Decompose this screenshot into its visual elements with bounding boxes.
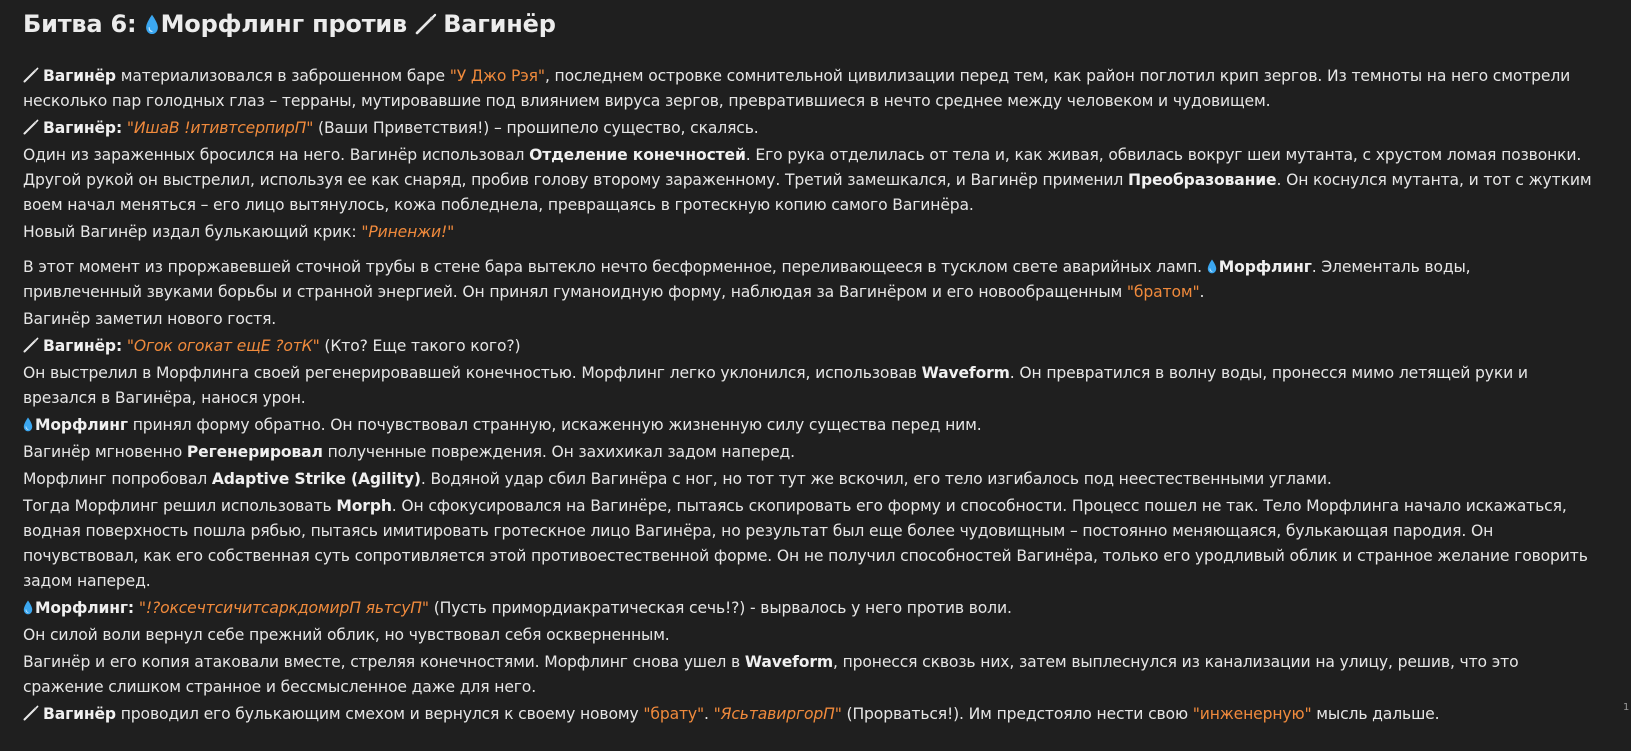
text-line: [23, 255, 1623, 280]
reversed-quote: "Риненжи!": [361, 223, 455, 241]
text-run: Морфлинг попробовал: [23, 470, 212, 488]
paragraph-waveform: [23, 361, 1623, 411]
wand-icon: [23, 705, 39, 721]
reversed-quote: "ЯсьтавиргорП": [713, 705, 842, 723]
text-run: мысль дальше.: [1311, 705, 1440, 723]
text-line: [23, 440, 1623, 465]
text-run: (Пусть примордиакратическая сечь!?) - вырвалось у него против воли.: [428, 599, 1012, 617]
text-line: [23, 334, 1623, 359]
text-line: водная поверхность пошла рябью, пытаясь имитировать гротескное лицо Вагинёра, но результат был еще более чудовищным – постоянно меняющаяся, булькающая пародия. Он: [23, 522, 1494, 540]
page-title: [23, 6, 1623, 42]
text-line: [23, 494, 1623, 519]
ability-name: Waveform: [744, 653, 833, 671]
text-line: воем начал меняться – его лицо вытянулось, кожа побледнела, превращаясь в гротескную копию самого Вагинёра.: [23, 196, 974, 214]
text-line: [23, 64, 1623, 89]
text-line: [23, 650, 1623, 675]
water-drop-icon: [23, 417, 33, 432]
paragraph-escape: [23, 650, 1623, 700]
text-run: Один из зараженных бросился на него. Вагинёр использовал: [23, 146, 530, 164]
quoted-place: "У Джо Рэя": [449, 67, 545, 85]
text-run: (Ваши Приветствия!) – прошипело существо, скалясь.: [313, 119, 759, 137]
paragraph-who: [23, 334, 1623, 359]
water-drop-icon: [1207, 259, 1217, 274]
text-line: [23, 116, 1623, 141]
text-run: Тогда Морфлинг решил использовать: [23, 497, 337, 515]
wand-icon: [23, 67, 39, 83]
edge-marker: 1: [1623, 702, 1629, 713]
speaker-name: Морфлинг:: [35, 599, 135, 617]
ability-name: Преобразование: [1128, 171, 1277, 189]
paragraph-morph: [23, 494, 1623, 594]
text-run: .: [1199, 283, 1205, 301]
text-run: (Прорваться!). Им предстояло нести свою: [841, 705, 1193, 723]
text-run: Он выстрелил в Морфлинга своей регенерировавшей конечностью. Морфлинг легко уклонился, использовав: [23, 364, 922, 382]
paragraph-reform: [23, 413, 1623, 438]
text-run: привлеченный звуками борьбы и странной энергией. Он принял гуманоидную форму, наблюдая за Вагинёром и его новообращенным: [23, 283, 1127, 301]
quoted-word: "братом": [1126, 283, 1200, 301]
text-line: [23, 413, 1623, 438]
text-run: полученные повреждения. Он захихикал задом наперед.: [322, 443, 795, 461]
text-run: Вагинёр мгновенно: [23, 443, 187, 461]
text-line: [23, 467, 1623, 492]
paragraph-arrival: [23, 64, 1623, 114]
text-line: врезался в Вагинёра, нанося урон.: [23, 389, 306, 407]
paragraph-noticed: [23, 307, 1623, 332]
ability-name: Waveform: [921, 364, 1010, 382]
text-run: .: [704, 705, 714, 723]
text-run: В этот момент из проржавевшей сточной трубы в стене бара вытекло нечто бесформенное, переливающееся в тусклом свете аварийных ламп.: [23, 258, 1207, 276]
text-run: принял форму обратно. Он почувствовал странную, искаженную жизненную силу существа перед ним.: [127, 416, 982, 434]
paragraph-regenerate: [23, 440, 1623, 465]
title-prefix: Битва 6:: [23, 10, 137, 38]
text-run: . Его рука отделилась от тела и, как живая, обвилась вокруг шеи мутанта, с хрустом ломая позвонки.: [745, 146, 1582, 164]
text-run: . Он превратился в волну воды, пронесся мимо летящей руки и: [1009, 364, 1528, 382]
paragraph-attack: [23, 143, 1623, 218]
text-run: . Элементаль воды,: [1311, 258, 1471, 276]
paragraph-ending: [23, 702, 1623, 727]
text-line: сражение слишком странное и бессмысленное даже для него.: [23, 678, 537, 696]
text-run: . Он коснулся мутанта, и тот с жутким: [1276, 171, 1592, 189]
character-name: Морфлинг: [1218, 258, 1312, 276]
text-line: почувствовал, как его собственная суть сопротивляется этой противоестественной форме. Он не получил способностей Вагинёра, только его уродливый облик и странное желание говорить: [23, 547, 1588, 565]
text-run: проводил его булькающим смехом и вернулся к своему новому: [115, 705, 644, 723]
wand-icon: [23, 119, 39, 135]
title-versus: против: [312, 10, 408, 38]
text-line: [23, 143, 1623, 168]
speaker-name: Вагинёр:: [43, 337, 123, 355]
character-name: Вагинёр: [43, 67, 116, 85]
text-run: . Он сфокусировался на Вагинёре, пытаясь скопировать его форму и способности. Процесс пошел не так. Тело Морфлинга начало искажаться,: [391, 497, 1567, 515]
text-run: Вагинёр и его копия атаковали вместе, стреляя конечностями. Морфлинг снова ушел в: [23, 653, 745, 671]
paragraph-adaptive-strike: [23, 467, 1623, 492]
text-line: [23, 702, 1623, 727]
quoted-word: "инженерную": [1192, 705, 1312, 723]
reversed-quote: "Огок огокат ещЕ ?отК": [126, 337, 320, 355]
speaker-name: Вагинёр:: [43, 119, 123, 137]
water-drop-icon: [145, 14, 159, 35]
paragraph-morphling-speech: [23, 596, 1623, 621]
text-line: несколько пар голодных глаз – терраны, мутировавшие под влиянием вируса зергов, превратившиеся в нечто среднее между человеком и чудовищем.: [23, 92, 1271, 110]
character-name: Морфлинг: [35, 416, 128, 434]
paragraph-greeting: [23, 116, 1623, 141]
ability-name: Adaptive Strike (Agility): [211, 470, 421, 488]
reversed-quote: "!?оксечтсичитсаркдомирП яьтсуП": [138, 599, 429, 617]
text-line: [23, 168, 1623, 193]
ability-name: Регенерировал: [186, 443, 323, 461]
text-line: задом наперед.: [23, 572, 151, 590]
paragraph-willpower: [23, 623, 1623, 648]
character-name: Вагинёр: [43, 705, 116, 723]
paragraph-new-copy: [23, 220, 1623, 245]
text-line: [23, 220, 1623, 245]
battle-document: [23, 6, 1623, 729]
wand-icon: [23, 337, 39, 353]
text-run: Новый Вагинёр издал булькающий крик:: [23, 223, 362, 241]
text-line: Вагинёр заметил нового гостя.: [23, 310, 277, 328]
text-line: [23, 361, 1623, 386]
wand-icon: [415, 13, 437, 35]
text-line: [23, 596, 1623, 621]
text-line: Он силой воли вернул себе прежний облик, но чувствовал себя оскверненным.: [23, 626, 670, 644]
title-fighter1: Морфлинг: [160, 10, 304, 38]
text-run: материализовался в заброшенном баре: [115, 67, 450, 85]
title-fighter2: Вагинёр: [443, 10, 556, 38]
reversed-quote: "ИшаВ !итивтсерпирП": [126, 119, 314, 137]
text-run: (Кто? Еще такого кого?): [319, 337, 521, 355]
water-drop-icon: [23, 600, 33, 615]
paragraph-morphling-arrives: [23, 255, 1623, 305]
text-run: , последнем островке сомнительной цивилизации перед тем, как район поглотил крип зергов. Из темноты на него смотрели: [544, 67, 1571, 85]
ability-name: Morph: [336, 497, 392, 515]
ability-name: Отделение конечностей: [529, 146, 746, 164]
quoted-word: "брату": [643, 705, 705, 723]
text-line: [23, 280, 1623, 305]
text-run: . Водяной удар сбил Вагинёра с ног, но тот тут же вскочил, его тело изгибалось под неестественными углами.: [420, 470, 1332, 488]
text-run: Другой рукой он выстрелил, используя ее как снаряд, пробив голову второму зараженному. Третий замешкался, и Вагинёр применил: [23, 171, 1129, 189]
text-run: , пронесся сквозь них, затем выплеснулся из канализации на улицу, решив, что это: [832, 653, 1519, 671]
